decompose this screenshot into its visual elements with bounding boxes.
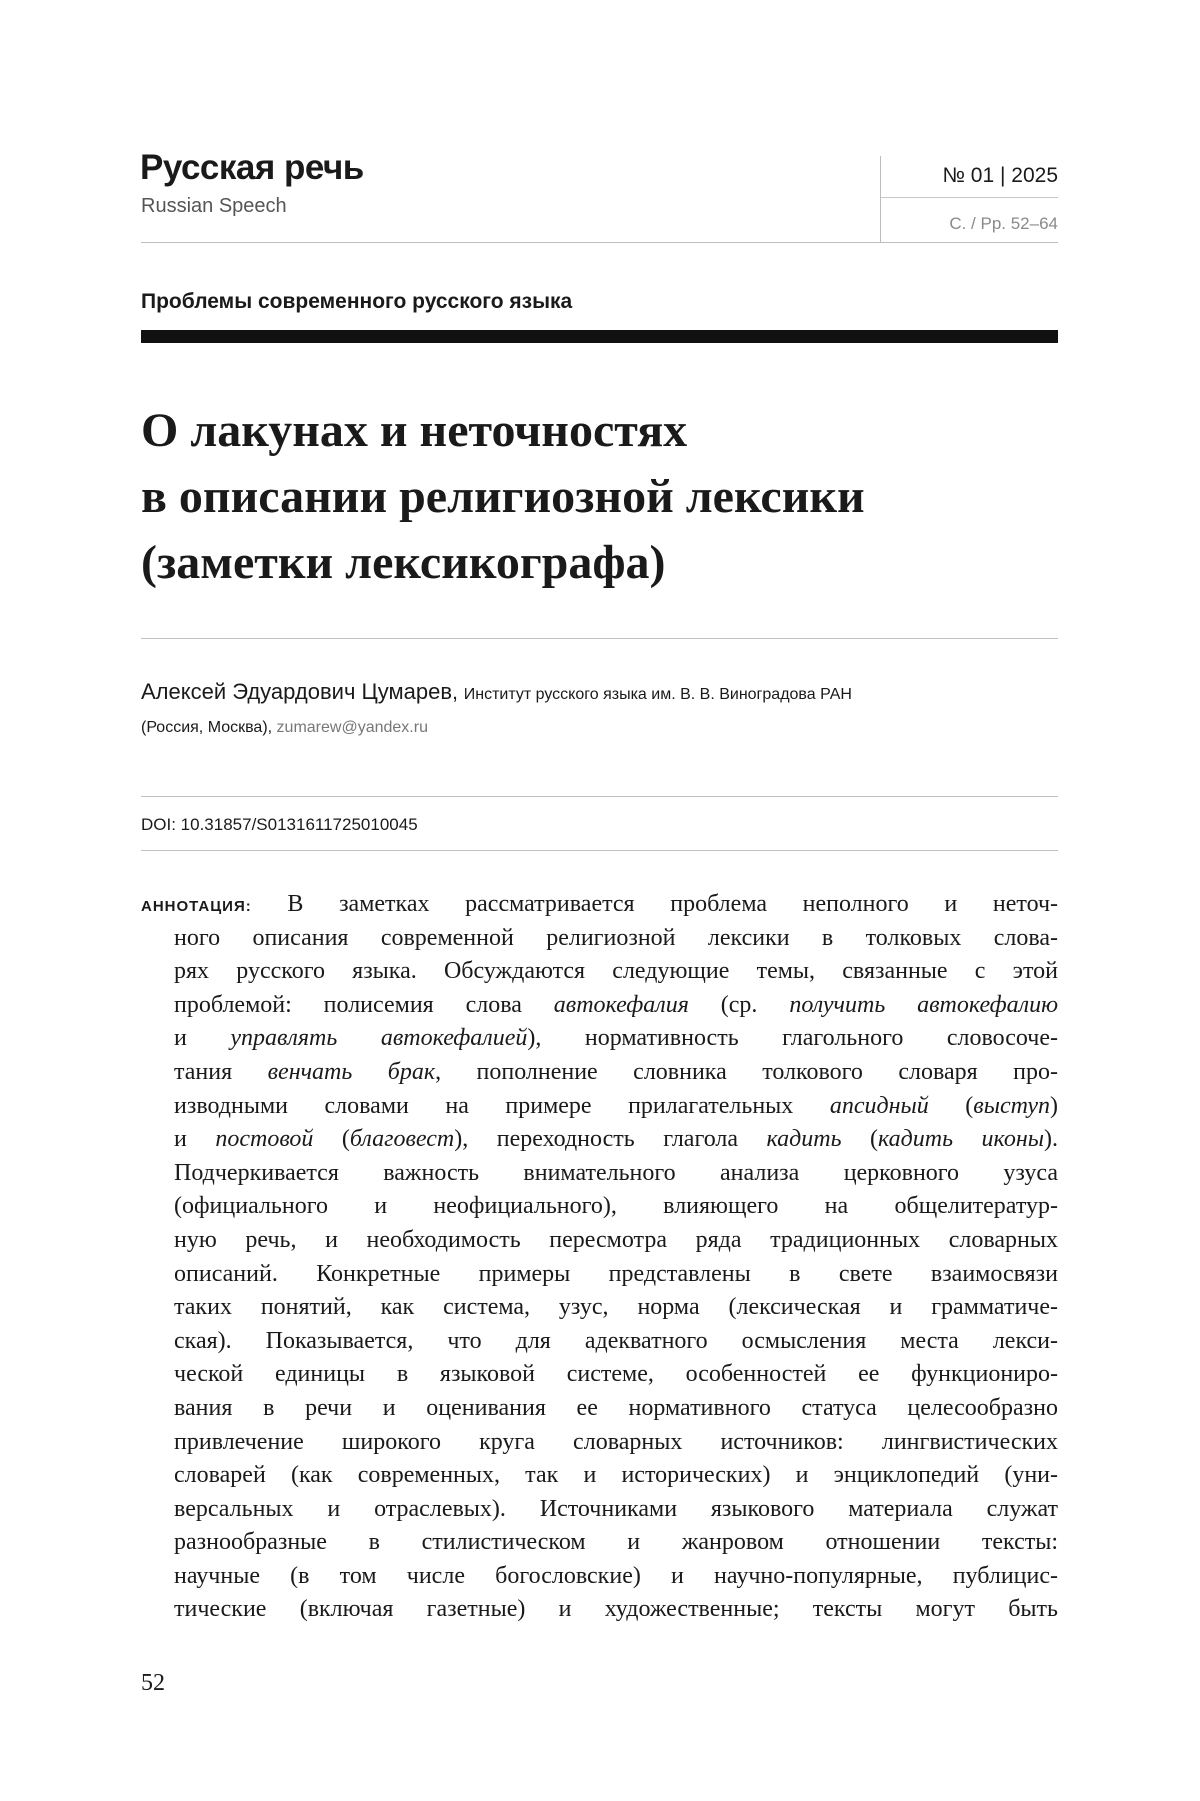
section-rubric: Проблемы современного русского языка: [141, 290, 573, 313]
title-line: О лакунах и неточностях: [141, 404, 688, 457]
author-name: Алексей Эдуардович Цумарев: [141, 679, 453, 704]
article-title: [141, 398, 1081, 596]
journal-title: Русская речь: [140, 148, 364, 187]
abstract-line: Подчеркивается важность внимательного анализа церковного узуса: [174, 1159, 1058, 1186]
page-range: С. / Pp. 52–64: [949, 214, 1058, 233]
separator: [141, 850, 1058, 851]
abstract-line: ческой единицы в языковой системе, особенностей ее функциониро-: [174, 1361, 1058, 1388]
separator: [141, 638, 1058, 639]
abstract-line: тания венчать брак, пополнение словника толкового словаря про-: [174, 1058, 1058, 1085]
rubric-bar: [141, 330, 1058, 343]
abstract-line: АННОТАЦИЯ: В заметках рассматривается проблема неполного и неточ-: [141, 891, 1059, 917]
author-block: Алексей Эдуардович Цумарев, Институт русского языка им. В. В. Виноградова РАН (Россия, Москва), zumarew@yandex.ru: [141, 679, 852, 736]
abstract-line: словарей (как современных, так и исторических) и энциклопедий (уни-: [174, 1462, 1058, 1489]
header-divider-vertical: [880, 156, 881, 242]
title-line: в описании религиозной лексики: [141, 470, 865, 523]
abstract-line: и постовой (благовест), переходность глагола кадить (кадить иконы).: [174, 1126, 1058, 1153]
abstract-line: версальных и отраслевых). Источниками языкового материала служат: [174, 1495, 1058, 1522]
page-number: 52: [141, 1670, 165, 1696]
issue-number: № 01 | 2025: [942, 164, 1058, 187]
abstract-line: рях русского языка. Обсуждаются следующие темы, связанные с этой: [174, 958, 1058, 985]
abstract-line: научные (в том числе богословские) и научно-популярные, публицис-: [174, 1562, 1058, 1589]
abstract-line: тические (включая газетные) и художественные; тексты могут быть: [174, 1596, 1058, 1623]
header-divider: [141, 242, 1058, 243]
abstract-line: разнообразные в стилистическом и жанровом отношении тексты:: [174, 1529, 1058, 1556]
abstract: [141, 888, 1058, 1627]
abstract-line: (официального и неофициального), влияющего на общелитератур-: [174, 1193, 1058, 1220]
author-institution: Институт русского языка им. В. В. Виноградова РАН: [463, 686, 852, 703]
abstract-line: ную речь, и необходимость пересмотра ряда традиционных словарных: [174, 1226, 1058, 1253]
abstract-line: и управлять автокефалией), нормативность глагольного словосоче-: [174, 1025, 1058, 1052]
author-location: (Россия, Москва),: [141, 719, 273, 736]
abstract-line: привлечение широкого круга словарных источников: лингвистических: [174, 1428, 1058, 1455]
abstract-line: вания в речи и оценивания ее нормативного статуса целесообразно: [174, 1394, 1058, 1421]
abstract-line: изводными словами на примере прилагательных апсидный (выступ): [174, 1092, 1058, 1119]
journal-subtitle: Russian Speech: [141, 195, 287, 217]
abstract-line: ного описания современной религиозной лексики в толковых слова-: [174, 924, 1058, 951]
abstract-line: описаний. Конкретные примеры представлены в свете взаимосвязи: [174, 1260, 1058, 1287]
separator: [141, 796, 1058, 797]
doi: DOI: 10.31857/S0131611725010045: [141, 815, 418, 834]
author-email[interactable]: zumarew@yandex.ru: [276, 719, 428, 736]
title-line: (заметки лексикографа): [141, 536, 666, 589]
abstract-line: таких понятий, как система, узус, норма (лексическая и грамматиче-: [174, 1294, 1058, 1321]
abstract-line: проблемой: полисемия слова автокефалия (ср. получить автокефалию: [174, 991, 1058, 1018]
abstract-label: АННОТАЦИЯ:: [141, 898, 252, 915]
header-divider-inner: [881, 197, 1058, 198]
abstract-line: ская). Показывается, что для адекватного осмысления места лекси-: [174, 1327, 1058, 1354]
